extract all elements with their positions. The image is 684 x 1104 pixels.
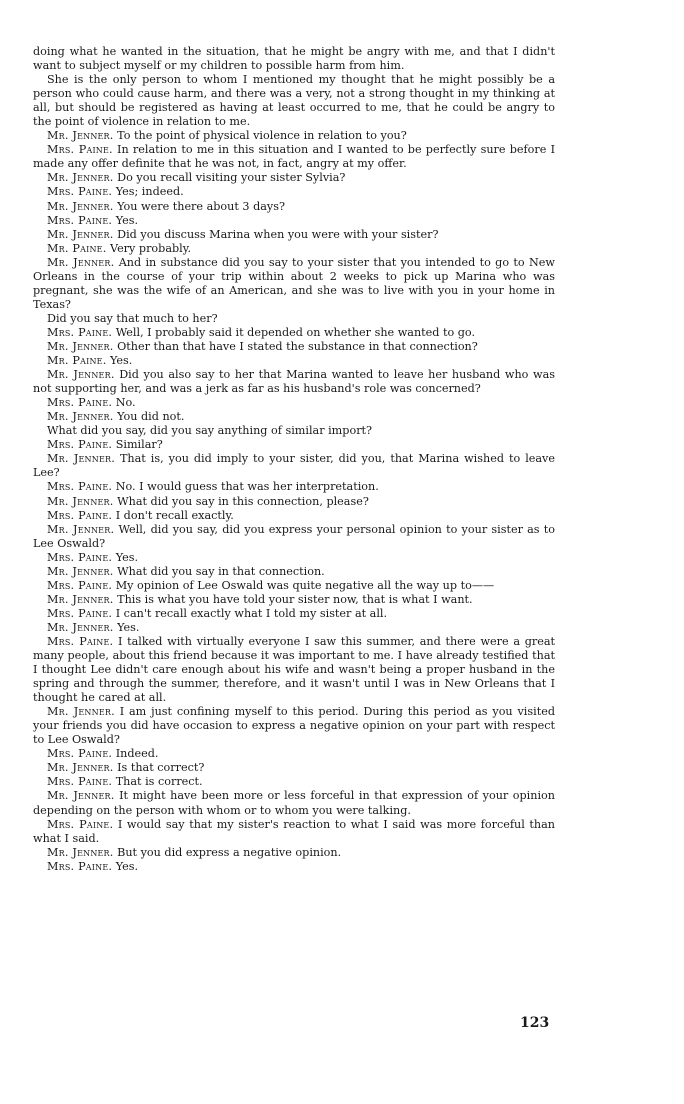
paragraph-text: Yes.: [110, 354, 133, 368]
speaker-label: Mr. Jenner.: [47, 410, 114, 424]
transcript-paragraph: [33, 185, 555, 199]
transcript-paragraph: [33, 761, 555, 775]
paragraph-text: I don't recall exactly.: [115, 508, 234, 522]
speaker-label: Mrs. Paine.: [47, 606, 113, 620]
paragraph-text: I can't recall exactly what I told my sister at all.: [115, 606, 388, 620]
transcript-paragraph: [33, 747, 555, 761]
transcript-paragraph: [33, 242, 555, 256]
paragraph-text: That is, you did imply to your sister, did you, that Marina wished to leave Lee?: [33, 452, 555, 480]
transcript-paragraph: [33, 789, 555, 817]
speaker-label: Mrs. Paine.: [47, 747, 113, 761]
paragraph-text: What did you say in this connection, please?: [117, 494, 369, 508]
speaker-label: Mrs. Paine.: [47, 143, 113, 157]
transcript-paragraph: [33, 579, 555, 593]
transcript-paragraph: [33, 607, 555, 621]
paragraph-text: Is that correct?: [117, 761, 205, 775]
speaker-label: Mrs. Paine.: [47, 480, 113, 494]
paragraph-text: This is what you have told your sister now, that is what I want.: [117, 592, 473, 606]
speaker-label: Mr. Jenner.: [47, 592, 114, 606]
speaker-label: Mr. Jenner.: [47, 368, 115, 382]
paragraph-text: No. I would guess that was her interpretation.: [115, 480, 379, 494]
speaker-label: Mrs. Paine.: [47, 396, 113, 410]
transcript-paragraph: [33, 129, 555, 143]
speaker-label: Mr. Jenner.: [47, 452, 115, 466]
speaker-label: Mr. Jenner.: [47, 620, 114, 634]
paragraph-text: Other than that have I stated the substance in that connection?: [117, 339, 478, 353]
transcript-paragraph: [33, 228, 555, 242]
paragraph-text: Do you recall visiting your sister Sylvia?: [117, 171, 346, 185]
paragraph-text: And in substance did you say to your sister that you intended to go to New Orleans in the course of your trip within about 2 weeks to pick up Marina who was pregnant, she was the wife of an American, and she was to live with you in your home in Texas?: [33, 255, 555, 311]
transcript-paragraph: [33, 438, 555, 452]
transcript-paragraph: [33, 368, 555, 396]
transcript-paragraph: [33, 143, 555, 171]
transcript-paragraph: [33, 73, 555, 129]
paragraph-text: Well, did you say, did you express your personal opinion to your sister as to Lee Oswald?: [33, 522, 555, 550]
speaker-label: Mr. Jenner.: [47, 705, 115, 719]
transcript-paragraph: [33, 509, 555, 523]
speaker-label: Mr. Jenner.: [47, 494, 114, 508]
speaker-label: Mr. Paine.: [47, 241, 107, 255]
page-number: 123: [520, 1015, 550, 1031]
speaker-label: Mrs. Paine.: [47, 775, 113, 789]
transcript-paragraph: [33, 214, 555, 228]
transcript-paragraph: [33, 396, 555, 410]
transcript-paragraph: [33, 565, 555, 579]
transcript-paragraph: [33, 593, 555, 607]
transcript-paragraph: [33, 705, 555, 747]
speaker-label: Mr. Jenner.: [47, 522, 115, 536]
speaker-label: Mr. Jenner.: [47, 564, 114, 578]
speaker-label: Mrs. Paine.: [47, 550, 113, 564]
transcript-paragraph: [33, 452, 555, 480]
paragraph-text: What did you say, did you say anything of similar import?: [47, 424, 373, 438]
paragraph-text: doing what he wanted in the situation, that he might be angry with me, and that I didn't want to subject myself or my children to possible harm from him.: [33, 45, 555, 73]
transcript-paragraph: [33, 621, 555, 635]
paragraph-text: Did you discuss Marina when you were with your sister?: [117, 227, 439, 241]
speaker-label: Mrs. Paine.: [47, 634, 114, 648]
transcript-paragraph: [33, 523, 555, 551]
speaker-label: Mr. Jenner.: [47, 227, 114, 241]
paragraph-text: Yes; indeed.: [115, 185, 184, 199]
transcript-paragraph: [33, 410, 555, 424]
transcript-paragraph: [33, 340, 555, 354]
speaker-label: Mr. Jenner.: [47, 171, 114, 185]
transcript-body: [33, 45, 555, 874]
paragraph-text: That is correct.: [115, 775, 203, 789]
paragraph-text: Yes.: [117, 620, 140, 634]
paragraph-text: You were there about 3 days?: [117, 199, 285, 213]
paragraph-text: I am just confining myself to this period. During this period as you visited your friends you did have occasion to express a negative opinion on your part with respect to Lee Oswald?: [33, 705, 555, 747]
transcript-paragraph: [33, 424, 555, 438]
transcript-paragraph: [33, 312, 555, 326]
paragraph-text: In relation to me in this situation and I wanted to be perfectly sure before I made any offer definite that he was not, in fact, angry at my offer.: [33, 143, 555, 171]
transcript-paragraph: [33, 495, 555, 509]
speaker-label: Mr. Jenner.: [47, 761, 114, 775]
speaker-label: Mrs. Paine.: [47, 438, 113, 452]
paragraph-text: Did you say that much to her?: [47, 311, 218, 325]
transcript-paragraph: [33, 45, 555, 73]
paragraph-text: Well, I probably said it depended on whether she wanted to go.: [115, 325, 476, 339]
speaker-label: Mr. Jenner.: [47, 255, 115, 269]
transcript-paragraph: [33, 326, 555, 340]
transcript-paragraph: [33, 171, 555, 185]
transcript-paragraph: [33, 480, 555, 494]
speaker-label: Mr. Jenner.: [47, 845, 114, 859]
speaker-label: Mrs. Paine.: [47, 213, 113, 227]
paragraph-text: Very probably.: [110, 241, 192, 255]
paragraph-text: You did not.: [117, 410, 185, 424]
transcript-paragraph: [33, 818, 555, 846]
speaker-label: Mrs. Paine.: [47, 185, 113, 199]
speaker-label: Mr. Jenner.: [47, 789, 115, 803]
transcript-paragraph: [33, 200, 555, 214]
speaker-label: Mrs. Paine.: [47, 325, 113, 339]
paragraph-text: Did you also say to her that Marina wanted to leave her husband who was not supporting her, and was a jerk as far as his husband's role was concerned?: [33, 368, 555, 396]
transcript-paragraph: [33, 775, 555, 789]
paragraph-text: No.: [115, 396, 136, 410]
paragraph-text: But you did express a negative opinion.: [117, 845, 342, 859]
paragraph-text: Similar?: [115, 438, 163, 452]
testimony-page: [33, 45, 555, 874]
paragraph-text: Yes.: [115, 859, 139, 873]
speaker-label: Mrs. Paine.: [47, 578, 113, 592]
speaker-label: Mrs. Paine.: [47, 508, 113, 522]
paragraph-text: She is the only person to whom I mentioned my thought that he might possibly be a person who could cause harm, and there was a very, not a strong thought in my thinking at all, but should be registered as having at least occurred to me, that he could be angry to the point of violence in relation to me.: [33, 73, 555, 129]
speaker-label: Mrs. Paine.: [47, 859, 113, 873]
paragraph-text: Yes.: [115, 213, 139, 227]
transcript-paragraph: [33, 256, 555, 312]
paragraph-text: What did you say in that connection.: [117, 564, 325, 578]
speaker-label: Mr. Jenner.: [47, 129, 114, 143]
transcript-paragraph: [33, 635, 555, 705]
speaker-label: Mr. Jenner.: [47, 199, 114, 213]
paragraph-text: My opinion of Lee Oswald was quite negative all the way up to——: [115, 578, 495, 592]
paragraph-text: To the point of physical violence in relation to you?: [117, 129, 407, 143]
speaker-label: Mr. Paine.: [47, 354, 107, 368]
transcript-paragraph: [33, 860, 555, 874]
transcript-paragraph: [33, 846, 555, 860]
speaker-label: Mrs. Paine.: [47, 817, 114, 831]
speaker-label: Mr. Jenner.: [47, 339, 114, 353]
transcript-paragraph: [33, 354, 555, 368]
paragraph-text: I would say that my sister's reaction to what I said was more forceful than what I said.: [33, 817, 555, 845]
transcript-paragraph: [33, 551, 555, 565]
paragraph-text: I talked with virtually everyone I saw this summer, and there were a great many people, about this friend because it was important to me. I have already testified that I thought Lee didn't care enough about his wife and wasn't being a proper husband in the spring and through the summer, therefore, and it wasn't until I was in New Orleans that I thought he cared at all.: [33, 634, 556, 705]
paragraph-text: Yes.: [115, 550, 139, 564]
paragraph-text: It might have been more or less forceful in that expression of your opinion depending on the person with whom or to whom you were talking.: [33, 789, 555, 817]
paragraph-text: Indeed.: [115, 747, 159, 761]
